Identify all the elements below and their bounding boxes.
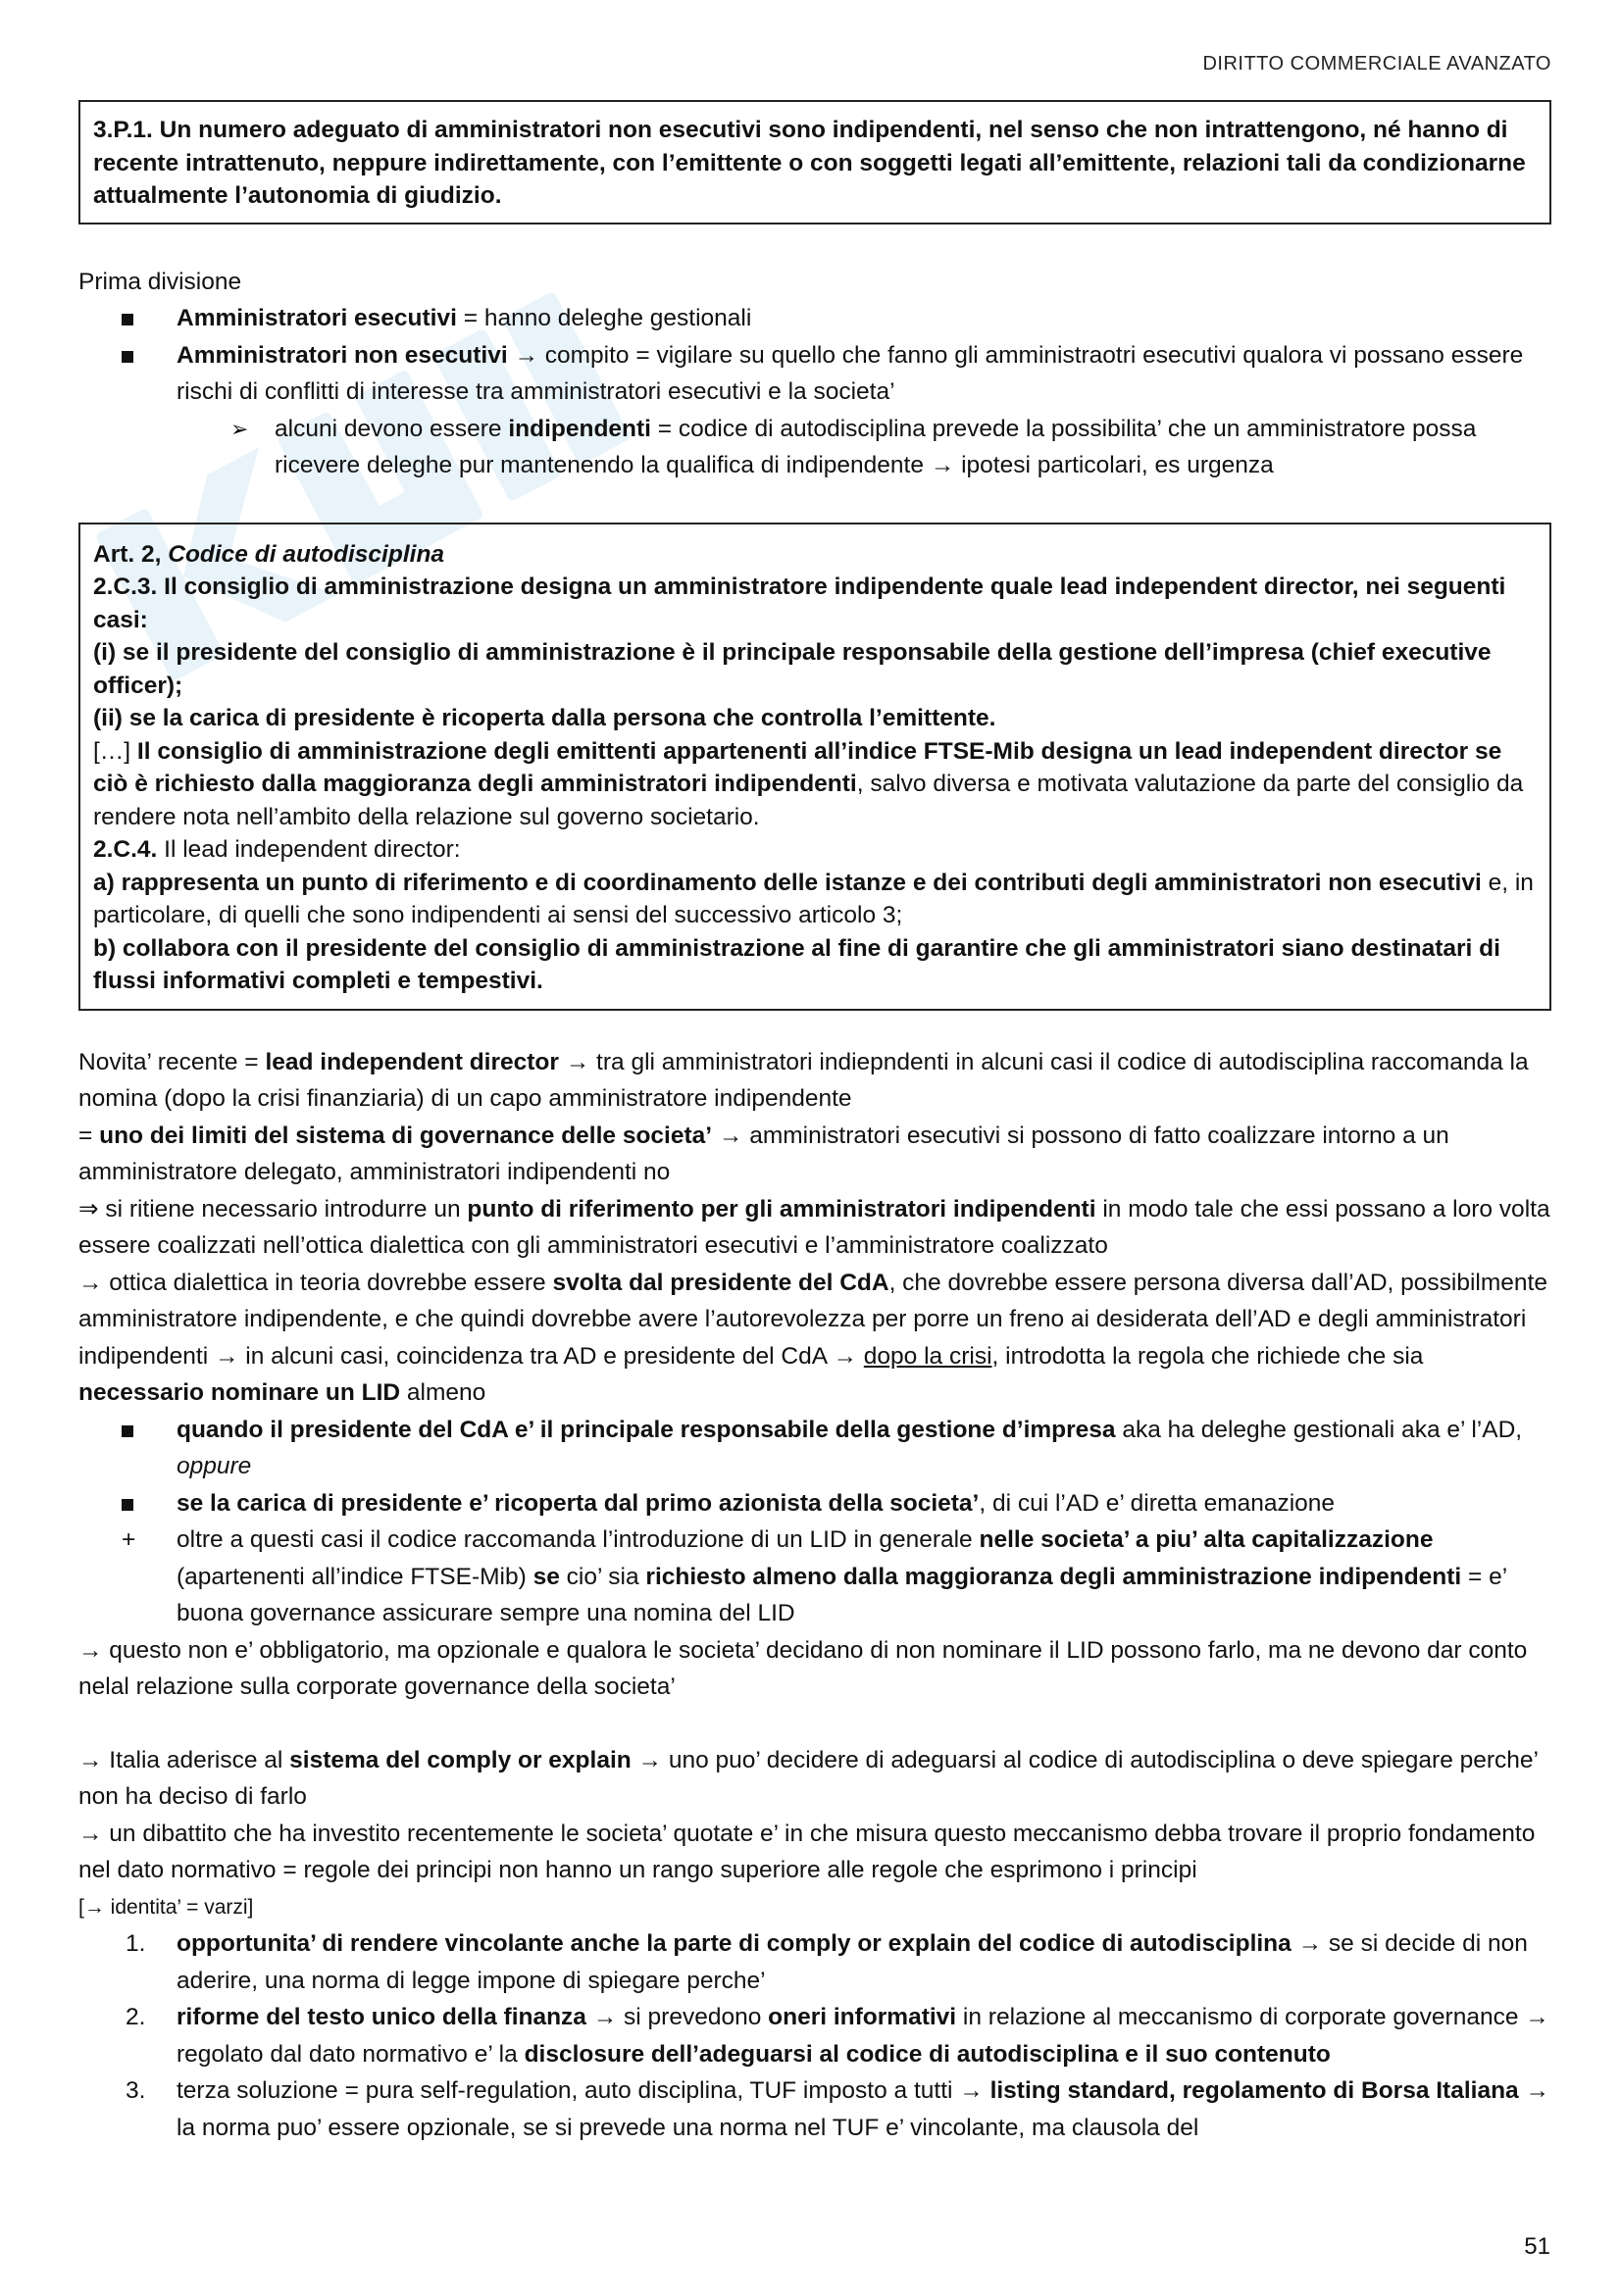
list-item: Amministratori non esecutivi → compito = vigilare su quello che fanno gli amministraotri esecutivi qualora vi possano essere rischi di conflitti di interesse tra amministratori esecutivi e la societa’ <box>78 337 1551 411</box>
lid-list <box>78 1412 1551 1632</box>
list-item: 1. opportunita’ di rendere vincolante anche la parte di comply or explain del codice di autodisciplina → se si decide di non aderire, una norma di legge impone di spiegare perche’ <box>126 1930 1528 1994</box>
paragraph: ⇒ si ritiene necessario introdurre un punto di riferimento per gli amministratori indipendenti in modo tale che essi possano a loro volta essere coalizzati nell’ottica dialettica con gli amministratori esecutivi e l’amministratore coalizzato <box>78 1195 1550 1259</box>
running-header: DIRITTO COMMERCIALE AVANZATO <box>1202 53 1551 75</box>
paragraph: → un dibattito che ha investito recentemente le societa’ quotate e’ in che misura questo meccanismo debba trovare il proprio fondamento nel dato normativo = regole dei principi non hanno un rango superiore alle regole che esprimono i principi <box>78 1820 1536 1883</box>
plus-bullet-icon: + <box>122 1526 136 1553</box>
list-item: + oltre a questi casi il codice raccomanda l’introduzione di un LID in generale nelle societa’ a piu’ alta capitalizzazione (apartenenti all’indice FTSE-Mib) se cio’ sia richiesto almeno dalla maggioranza degli amministrazione indipendenti = e’ buona governance assicurare sempre una nomina del LID <box>78 1522 1551 1632</box>
page-content <box>78 100 1551 2146</box>
paragraph: Novita’ recente = lead independent director → tra gli amministratori indiepndenti in alcuni casi il codice di autodisciplina raccomanda la nomina (dopo la crisi finanziaria) di un capo amministratore indipendente <box>78 1048 1529 1112</box>
paragraph: → ottica dialettica in teoria dovrebbe essere svolta dal presidente del CdA, che dovrebbe essere persona diversa dall’AD, possibilmente amministratore indipendente, e che quindi dovrebbe avere l’autorevolezza per porre un freno ai desiderata dell’AD e degli amministratori indipendenti → in alcuni casi, coincidenza tra AD e presidente del CdA → dopo la crisi, introdotta la regola che richiede che sia necessario nominare un LID almeno <box>78 1269 1547 1406</box>
quote-text: 3.P.1. Un numero adeguato di amministratori non esecutivi sono indipendenti, nel senso che non intrattengono, né hanno di recente intrattenuto, neppure indirettamente, con l’emittente o con soggetti legati all’emittente, relazioni tali da condizionarne attualmente l’autonomia di giudizio. <box>93 117 1526 209</box>
list-item: 3. terza soluzione = pura self-regulation, auto disciplina, TUF imposto a tutti → listing standard, regolamento di Borsa Italiana → la norma puo’ essere opzionale, se si prevede una norma nel TUF e’ vincolante, ma clausola del <box>126 2077 1549 2141</box>
square-bullet-icon <box>122 314 133 325</box>
paragraph: = uno dei limiti del sistema di governance delle societa’ → amministratori esecutivi si possono di fatto coalizzare intorno a un amministratore delegato, amministratori indipendenti no <box>78 1122 1449 1185</box>
list-item: quando il presidente del CdA e’ il principale responsabile della gestione d’impresa aka ha deleghe gestionali aka e’ l’AD, oppure <box>78 1412 1551 1485</box>
arrow-bullet-icon: ➢ <box>230 416 249 441</box>
square-bullet-icon <box>122 1499 133 1511</box>
square-bullet-icon <box>122 1425 133 1437</box>
division-list <box>78 300 1551 484</box>
square-bullet-icon <box>122 351 133 363</box>
note: [→ identita’ = varzi] <box>78 1895 254 1919</box>
list-item: se la carica di presidente e’ ricoperta dal primo azionista della societa’, di cui l’AD e’ diretta emanazione <box>78 1485 1551 1522</box>
section-title: Prima divisione <box>78 268 242 295</box>
quote-box-3p1 <box>78 100 1551 225</box>
page-number: 51 <box>1524 2233 1550 2260</box>
sub-list-item: ➢ alcuni devono essere indipendenti = codice di autodisciplina prevede la possibilita’ che un amministratore possa ricevere deleghe pur mantenendo la qualifica di indipendente → ipotesi particolari, es urgenza <box>78 411 1551 484</box>
quote-box-art2: Art. 2, Codice di autodisciplina 2.C.3. Il consiglio di amministrazione designa un amministratore indipendente quale lead independent director, nei seguenti casi: (i) se il presidente del consiglio di amministrazione è il principale responsabile della gestione dell’impresa (chief executive officer); (ii) se la carica di presidente è ricoperta dalla persona che controlla l’emittente. […] Il consiglio di amministrazione degli emittenti appartenenti all’indice FTSE-Mib designa un lead independent director se ciò è richiesto dalla maggioranza degli amministratori indipendenti, salvo diversa e motivata valutazione da parte del consiglio da rendere nota nell’ambito della relazione sul governo societario. 2.C.4. Il lead independent director: a) rappresenta un punto di riferimento e di coordinamento delle istanze e dei contributi degli amministratori non esecutivi e, in particolare, di quelli che sono indipendenti ai sensi del successivo articolo 3; b) collabora con il presidente del consiglio di amministrazione al fine di garantire che gli amministratori siano destinatari di flussi informativi completi e tempestivi. <box>78 523 1551 1011</box>
list-item: Amministratori esecutivi = hanno deleghe gestionali <box>78 300 1551 337</box>
paragraph: → questo non e’ obbligatorio, ma opzionale e qualora le societa’ decidano di non nominare il LID possono farlo, ma ne devono dar conto nelal relazione sulla corporate governance della societa’ <box>78 1636 1528 1700</box>
paragraph: → Italia aderisce al sistema del comply or explain → uno puo’ decidere di adeguarsi al codice di autodisciplina o deve spiegare perche’ non ha deciso di farlo <box>78 1746 1539 1810</box>
list-item: 2. riforme del testo unico della finanza → si prevedono oneri informativi in relazione al meccanismo di corporate governance → regolato dal dato normativo e’ la disclosure dell’adeguarsi al codice di autodisciplina e il suo contenuto <box>126 2004 1549 2068</box>
numbered-list <box>78 1925 1551 2146</box>
